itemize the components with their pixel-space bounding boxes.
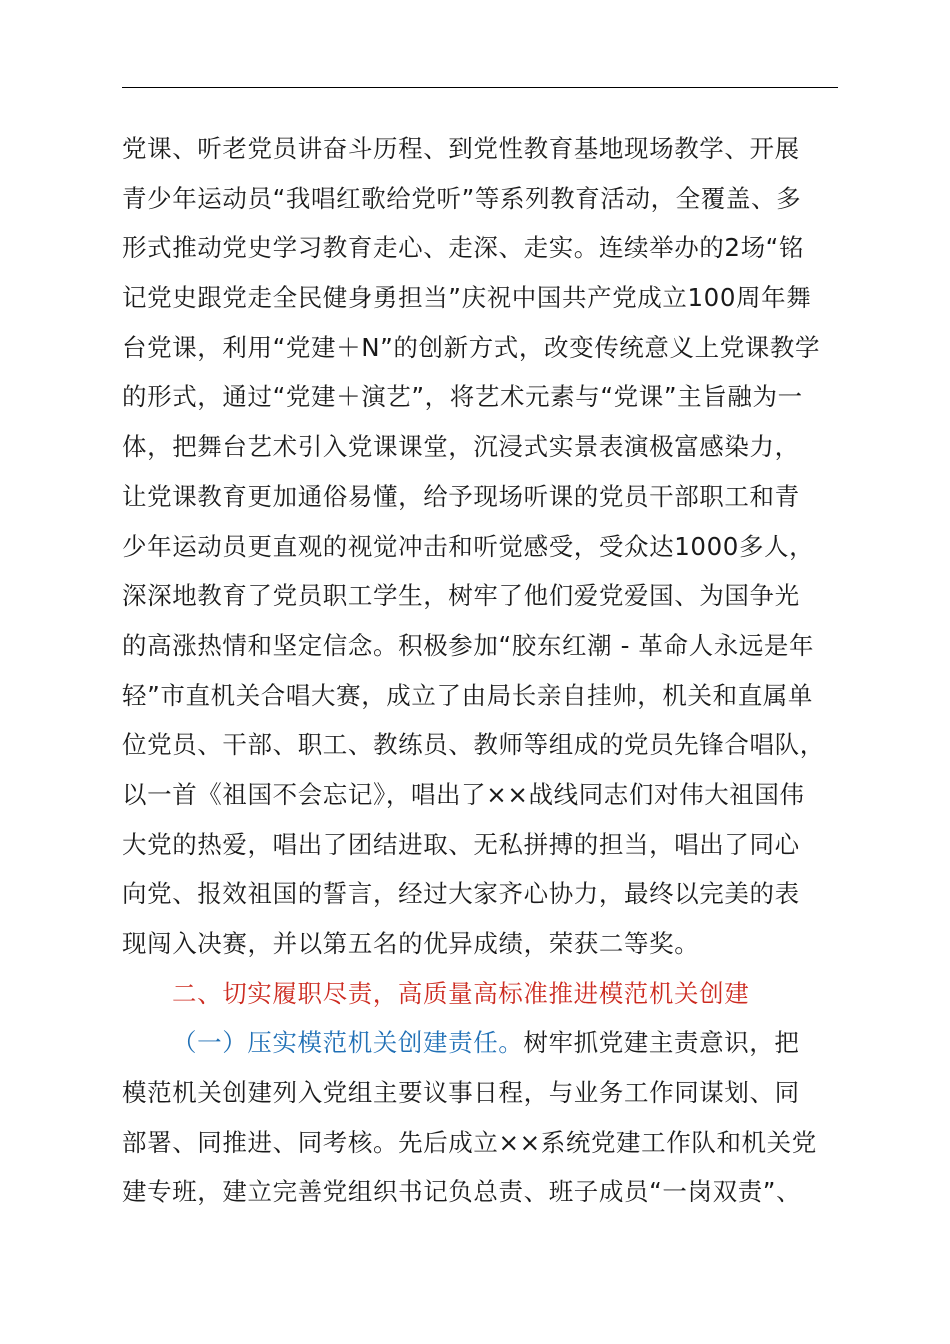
body-line: 青少年运动员“我唱红歌给党听”等系列教育活动，全覆盖、多 <box>122 183 802 213</box>
body-line: 的形式，通过“党建＋演艺”，将艺术元素与“党课”主旨融为一 <box>122 382 803 412</box>
body-line: 形式推动党史学习教育走心、走深、走实。连续举办的2场“铭 <box>122 233 805 263</box>
body-line: 位党员、干部、职工、教练员、教师等组成的党员先锋合唱队， <box>122 730 825 760</box>
body-line: 台党课，利用“党建＋N”的创新方式，改变传统意义上党课教学 <box>122 332 821 362</box>
subsection-first-line <box>122 1018 862 1068</box>
body-line: 模范机关创建列入党组主要议事日程，与业务工作同谋划、同 <box>122 1078 800 1108</box>
header-rule <box>122 87 838 88</box>
subsection-first-line-text: 树牢抓党建主责意识，把 <box>523 1028 800 1058</box>
body-line: 轻”市直机关合唱大赛，成立了由局长亲自挂帅，机关和直属单 <box>122 680 813 710</box>
body-line: 深深地教育了党员职工学生，树牢了他们爱党爱国、为国争光 <box>122 581 800 611</box>
body-line: 向党、报效祖国的誓言，经过大家齐心协力，最终以完美的表 <box>122 879 800 909</box>
body-line: 部署、同推进、同考核。先后成立××系统党建工作队和机关党 <box>122 1127 817 1157</box>
body-line: 少年运动员更直观的视觉冲击和听觉感受，受众达1000多人， <box>122 531 815 561</box>
subsection-title: （一）压实模范机关创建责任。 <box>172 1028 524 1058</box>
body-line: 以一首《祖国不会忘记》，唱出了××战线同志们对伟大祖国伟 <box>122 779 805 809</box>
body-line: 的高涨热情和坚定信念。积极参加“胶东红潮 - 革命人永远是年 <box>122 630 815 660</box>
body-line: 大党的热爱，唱出了团结进取、无私拼搏的担当，唱出了同心 <box>122 829 800 859</box>
section-heading: 二、切实履职尽责，高质量高标准推进模范机关创建 <box>172 978 750 1008</box>
body-line: 记党史跟党走全民健身勇担当”庆祝中国共产党成立100周年舞 <box>122 283 812 313</box>
body-line: 党课、听老党员讲奋斗历程、到党性教育基地现场教学、开展 <box>122 134 800 163</box>
body-line: 让党课教育更加通俗易懂，给予现场听课的党员干部职工和青 <box>122 481 800 511</box>
body-line: 体，把舞台艺术引入党课课堂，沉浸式实景表演极富感染力， <box>122 432 800 462</box>
body-line: 建专班，建立完善党组织书记负总责、班子成员“一岗双责”、 <box>122 1177 802 1207</box>
body-line: 现闯入决赛，并以第五名的优异成绩，荣获二等奖。 <box>122 929 700 958</box>
document-body <box>122 124 862 1217</box>
